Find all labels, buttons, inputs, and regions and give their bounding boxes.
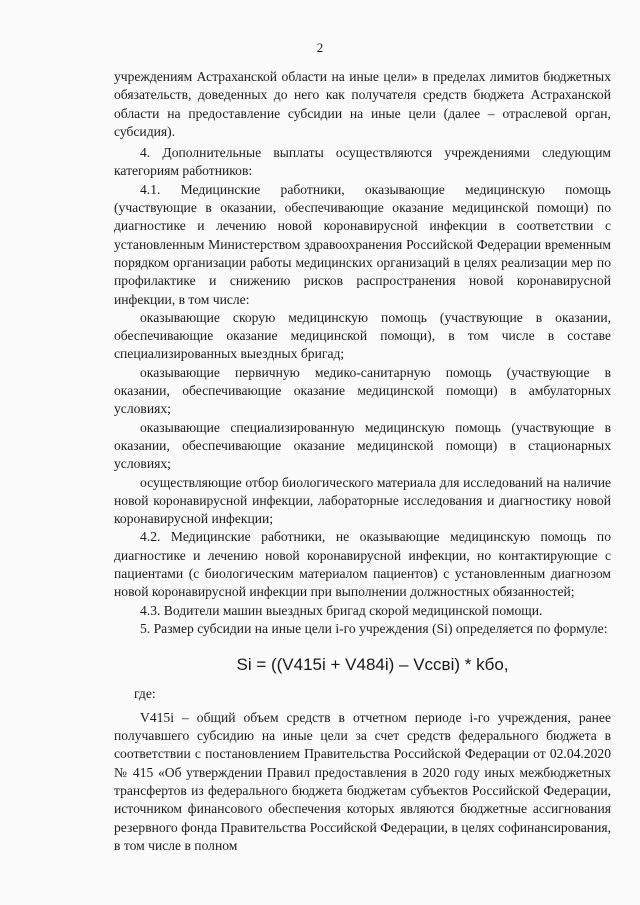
page-number: 2 bbox=[316, 40, 324, 55]
paragraph-definition-v415: V415i – общий объем средств в отчетном периоде i-го учреждения, ранее получавшего субсидию на иные цели за счет средств федерального бюджета в соответствии с постановлением Правительства Российской Федерации от 02.04.2020 № 415 «Об утверждении Правил предоставления в 2020 году иных межбюджетных трансфертов из федерального бюджета бюджетам субъектов Российской Федерации, источником финансового обеспечения которых являются бюджетные ассигнования резервного фонда Правительства Российской Федерации, в целях софинансирования, в том числе в полном bbox=[114, 709, 611, 853]
paragraph-ambulance: оказывающие скорую медицинскую помощь (участвующие в оказании, обеспечивающие оказание медицинской помощи), в том числе в составе специализированных выездных бригад; bbox=[114, 309, 611, 362]
document-body bbox=[114, 68, 611, 855]
paragraph-intro: учреждениям Астраханской области на иные цели» в пределах лимитов бюджетных обязательств, доведенных до него как получателя средств бюджета Астраханской области на предоставление субсидии на иные цели (далее – отраслевой орган, субсидия). bbox=[114, 69, 611, 139]
where-label: где: bbox=[134, 685, 156, 701]
paragraph-sampling: осуществляющие отбор биологического материала для исследований на наличие новой коронавирусной инфекции, лабораторные исследования и диагностику новой коронавирусной инфекции; bbox=[114, 474, 611, 527]
paragraph-primary-care: оказывающие первичную медико-санитарную помощь (участвующие в оказании, обеспечивающие оказание медицинской помощи) в амбулаторных условиях; bbox=[114, 364, 611, 417]
paragraph-specialized-care: оказывающие специализированную медицинскую помощь (участвующие в оказании, обеспечивающие оказание медицинской помощи) в стационарных условиях; bbox=[114, 419, 611, 472]
subsidy-formula: Si = ((V415i + V484i) – Vccвi) * kбо, bbox=[236, 655, 509, 675]
paragraph-point-4-3: 4.3. Водители машин выездных бригад скорой медицинской помощи. bbox=[140, 602, 543, 618]
paragraph-point-4: 4. Дополнительные выплаты осуществляются учреждениями следующим категориям работников: bbox=[114, 145, 611, 179]
paragraph-point-4-2: 4.2. Медицинские работники, не оказывающие медицинскую помощь по диагностике и лечению новой коронавирусной инфекции, но контактирующие с пациентами (с биологическим материалом пациентов) с установленным диагнозом новой коронавирусной инфекции при выполнении должностных обязанностей; bbox=[114, 529, 611, 600]
paragraph-point-5: 5. Размер субсидии на иные цели i-го учреждения (Si) определяется по формуле: bbox=[140, 620, 608, 636]
paragraph-point-4-1: 4.1. Медицинские работники, оказывающие медицинскую помощь (участвующие в оказании, обеспечивающие оказание медицинской помощи) по диагностике и лечению новой коронавирусной инфекции в соответствии с установленным Министерством здравоохранения Российской Федерации временным порядком организации работы медицинских организаций в целях реализации мер по профилактике и снижению рисков распространения новой коронавирусной инфекции, в том числе: bbox=[114, 181, 611, 307]
